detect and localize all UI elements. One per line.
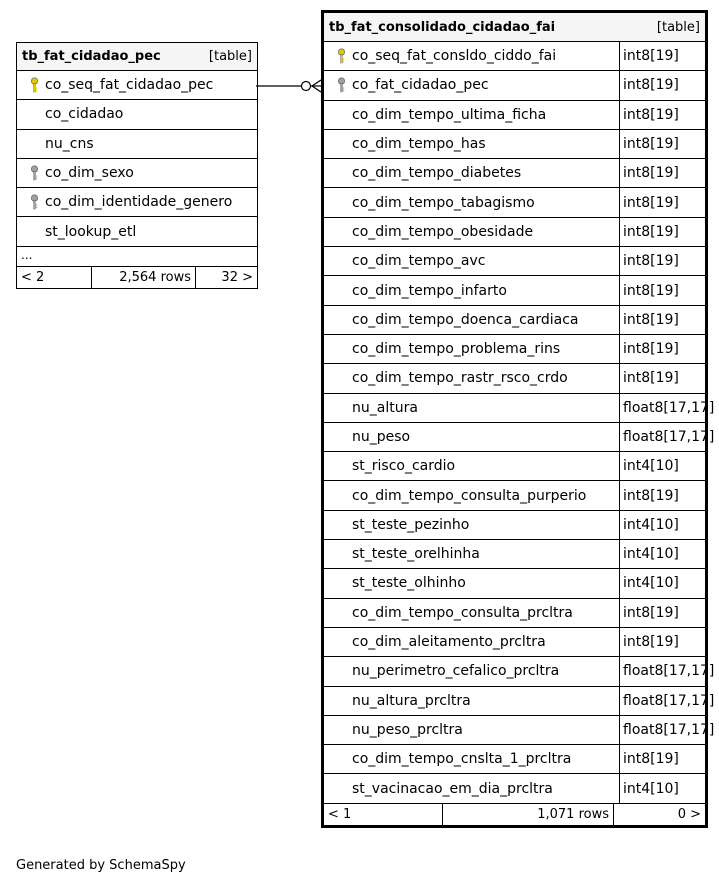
column-type: int8[19] [619,599,705,627]
column-type: int8[19] [619,71,705,99]
column-name: st_risco_cardio [352,458,456,475]
column-name: nu_cns [45,135,94,152]
column-type: int8[19] [619,188,705,216]
row-count: 1,071 rows [443,804,614,825]
column-type: int4[10] [619,452,705,480]
column-type: float8[17,17] [619,687,705,715]
column-name: co_dim_tempo_doenca_cardiaca [352,311,579,328]
column-name: st_teste_orelhinha [352,546,480,563]
column-type: int8[19] [619,335,705,363]
column-type: int8[19] [619,218,705,246]
children-link[interactable]: 0 > [677,806,701,822]
table-name[interactable]: tb_fat_cidadao_pec [22,49,161,64]
column-name: co_dim_sexo [45,165,134,182]
column-name: co_dim_tempo_consulta_purperio [352,487,587,504]
column-type: int8[19] [619,628,705,656]
more-columns-ellipsis: ... [17,247,257,267]
column-type: float8[17,17] [619,423,705,451]
column-name: co_dim_aleitamento_prcltra [352,634,546,651]
column-name: co_dim_tempo_rastr_rsco_crdo [352,370,568,387]
column-name: co_dim_tempo_problema_rins [352,341,561,358]
row-count: 2,564 rows [92,267,196,288]
column-type: int8[19] [619,101,705,129]
column-type: int8[19] [619,306,705,334]
column-name: nu_altura [352,399,418,416]
column-name: co_dim_tempo_has [352,136,486,153]
parents-link[interactable]: < 2 [17,267,92,288]
crowfoot-marker [312,86,321,92]
column-name: st_vacinacao_em_dia_prcltra [352,780,553,797]
column-type: int8[19] [619,745,705,773]
column-name: st_lookup_etl [45,223,137,240]
column-name: co_dim_tempo_infarto [352,282,507,299]
column-name: co_fat_cidadao_pec [352,77,489,94]
column-name: co_dim_tempo_cnslta_1_prcltra [352,751,572,768]
column-name: nu_peso_prcltra [352,721,463,738]
parents-link[interactable]: < 1 [324,804,443,825]
column-type: int8[19] [619,159,705,187]
column-type: int8[19] [619,130,705,158]
column-type: int8[19] [619,481,705,509]
column-name: co_seq_fat_consldo_ciddo_fai [352,48,557,65]
crowfoot-marker [312,80,321,86]
column-type: int4[10] [619,511,705,539]
children-link[interactable]: 32 > [221,269,253,285]
zero-cardinality-marker [302,82,311,91]
column-name: nu_altura_prcltra [352,692,471,709]
column-type: int4[10] [619,540,705,568]
column-name: co_dim_tempo_diabetes [352,165,522,182]
table-kind: [table] [656,19,700,35]
column-name: co_dim_identidade_genero [45,194,233,211]
column-name: co_dim_tempo_tabagismo [352,194,535,211]
column-name: co_dim_tempo_obesidade [352,223,534,240]
column-name: st_teste_pezinho [352,516,470,533]
schemaspy-credit: Generated by SchemaSpy [16,858,186,873]
column-type: float8[17,17] [619,716,705,744]
column-type: float8[17,17] [619,657,705,685]
column-name: co_dim_tempo_consulta_prcltra [352,604,573,621]
column-type: int8[19] [619,276,705,304]
column-name: nu_perimetro_cefalico_prcltra [352,663,560,680]
column-name: co_cidadao [45,106,124,123]
column-type: int4[10] [619,569,705,597]
table-name[interactable]: tb_fat_consolidado_cidadao_fai [329,19,556,35]
table-kind: [table] [208,49,252,64]
column-type: int8[19] [619,247,705,275]
column-type: int8[19] [619,42,705,70]
column-type: int4[10] [619,774,705,802]
column-type: float8[17,17] [619,394,705,422]
column-name: co_seq_fat_cidadao_pec [45,77,214,94]
column-name: st_teste_olhinho [352,575,466,592]
column-name: nu_peso [352,429,411,445]
column-name: co_dim_tempo_avc [352,253,486,270]
column-name: co_dim_tempo_ultima_ficha [352,106,547,123]
column-type: int8[19] [619,364,705,392]
